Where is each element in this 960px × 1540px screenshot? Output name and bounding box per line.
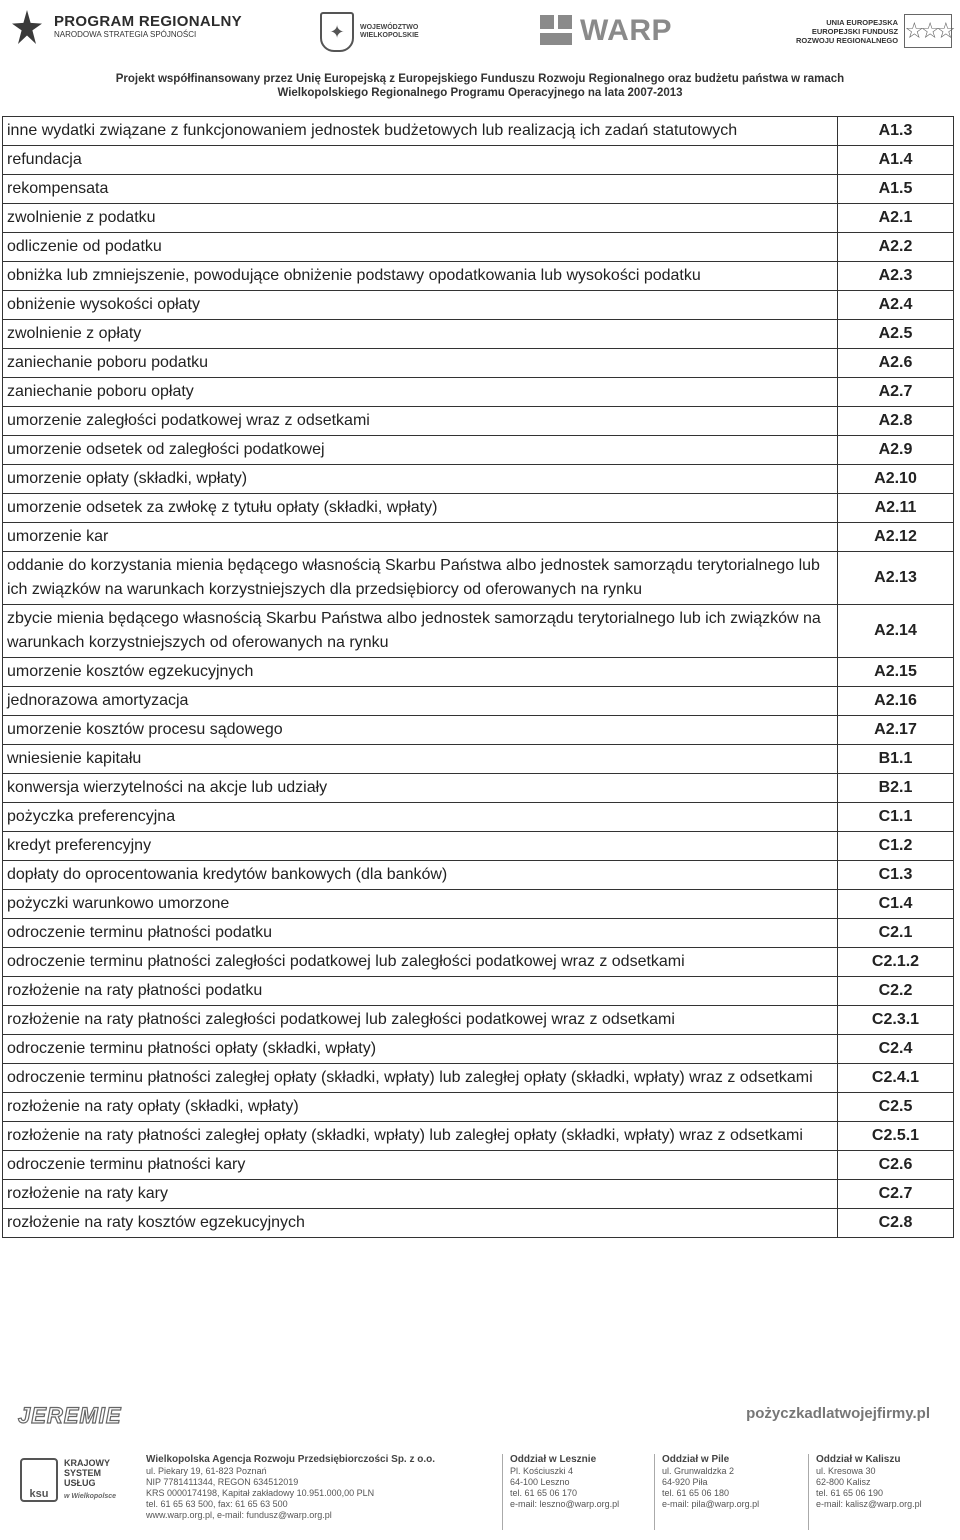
eu-logo-line3: ROZWOJU REGIONALNEGO [796, 35, 899, 45]
footer-col-heading: Oddział w Kaliszu [816, 1454, 901, 1465]
aid-form-code: A2.13 [838, 552, 954, 605]
aid-form-code: C2.2 [838, 977, 954, 1006]
table-row [3, 977, 954, 1006]
aid-form-code: A2.17 [838, 716, 954, 745]
footer-column-kalisz [816, 1454, 922, 1510]
aid-form-description: pożyczki warunkowo umorzone [3, 890, 838, 919]
table-row [3, 919, 954, 948]
table-row [3, 1209, 954, 1238]
table-row [3, 774, 954, 803]
star-figure-icon [8, 4, 46, 50]
table-row [3, 262, 954, 291]
footer-col-line: ul. Piekary 19, 61-823 Poznań [146, 1466, 267, 1476]
ksu-logo [20, 1458, 116, 1502]
aid-form-description: inne wydatki związane z funkcjonowaniem jednostek budżetowych lub realizacją ich zadań statutowych [3, 117, 838, 146]
aid-form-code: C2.5.1 [838, 1122, 954, 1151]
aid-form-code: A2.12 [838, 523, 954, 552]
footer-col-line: 64-920 Piła [662, 1477, 708, 1487]
table-row [3, 378, 954, 407]
aid-form-code: A2.11 [838, 494, 954, 523]
program-regionalny-logo [8, 4, 242, 50]
aid-form-description: umorzenie zaległości podatkowej wraz z odsetkami [3, 407, 838, 436]
aid-form-description: odliczenie od podatku [3, 233, 838, 262]
aid-form-code: A2.2 [838, 233, 954, 262]
aid-form-code: B1.1 [838, 745, 954, 774]
table-row [3, 1064, 954, 1093]
aid-form-description: odroczenie terminu płatności opłaty (składki, wpłaty) [3, 1035, 838, 1064]
aid-form-code: C2.4 [838, 1035, 954, 1064]
footer-col-line: 62-800 Kalisz [816, 1477, 871, 1487]
aid-form-description: rozłożenie na raty płatności zaległej opłaty (składki, wpłaty) lub zaległej opłaty (składki, wpłaty) wraz z odsetkami [3, 1122, 838, 1151]
aid-form-code: A1.3 [838, 117, 954, 146]
aid-form-description: umorzenie kosztów egzekucyjnych [3, 658, 838, 687]
aid-form-description: odroczenie terminu płatności zaległej opłaty (składki, wpłaty) lub zaległej opłaty (składki, wpłaty) wraz z odsetkami [3, 1064, 838, 1093]
table-row [3, 494, 954, 523]
aid-form-description: kredyt preferencyjny [3, 832, 838, 861]
footer-col-line[interactable]: e-mail: leszno@warp.org.pl [510, 1499, 620, 1509]
footer-contact [0, 1448, 960, 1540]
table-row [3, 291, 954, 320]
aid-form-code: B2.1 [838, 774, 954, 803]
footer-col-line: tel. 61 65 06 170 [510, 1488, 578, 1498]
footer-col-line: tel. 61 65 06 190 [816, 1488, 884, 1498]
footer-logos [0, 1395, 960, 1435]
ksu-line3: USŁUG [64, 1478, 96, 1488]
table-row [3, 523, 954, 552]
table-row [3, 716, 954, 745]
aid-form-code: A2.16 [838, 687, 954, 716]
table-row [3, 832, 954, 861]
aid-form-description: rozłożenie na raty płatności podatku [3, 977, 838, 1006]
aid-form-description: oddanie do korzystania mienia będącego własnością Skarbu Państwa albo jednostek samorządu terytorialnego lub ich związków na warunkach korzystniejszych dla przedsiębiorcy od oferowanych na rynku [3, 552, 838, 605]
eu-logo-line1: UNIA EUROPEJSKA [826, 17, 899, 27]
aid-form-code: C2.5 [838, 1093, 954, 1122]
eagle-crest-icon: ✦ [320, 12, 354, 52]
aid-form-description: zaniechanie poboru opłaty [3, 378, 838, 407]
table-row [3, 1006, 954, 1035]
aid-form-code: C1.2 [838, 832, 954, 861]
table-row [3, 890, 954, 919]
aid-form-code: A2.1 [838, 204, 954, 233]
aid-forms-table [2, 116, 954, 1238]
aid-form-code: A2.10 [838, 465, 954, 494]
aid-form-code: C1.3 [838, 861, 954, 890]
region-logo-line1: WOJEWÓDZTWO [360, 24, 419, 31]
footer-col-heading: Wielkopolska Agencja Rozwoju Przedsiębiorczości Sp. z o.o. [146, 1454, 436, 1465]
wielkopolskie-logo [320, 12, 419, 52]
aid-form-code: A2.6 [838, 349, 954, 378]
table-row [3, 436, 954, 465]
pozyczka-logo: pożyczkadlatwojejfirmy.pl [746, 1405, 930, 1422]
aid-form-description: obniżka lub zmniejszenie, powodujące obniżenie podstawy opodatkowania lub wysokości podatku [3, 262, 838, 291]
aid-form-code: A2.15 [838, 658, 954, 687]
eu-fund-logo [796, 14, 952, 48]
aid-form-description: pożyczka preferencyjna [3, 803, 838, 832]
table-row [3, 687, 954, 716]
aid-form-description: rozłożenie na raty kary [3, 1180, 838, 1209]
aid-form-code: C2.7 [838, 1180, 954, 1209]
aid-form-description: umorzenie opłaty (składki, wpłaty) [3, 465, 838, 494]
table-row [3, 1122, 954, 1151]
table-row [3, 146, 954, 175]
table-row [3, 117, 954, 146]
aid-form-code: A2.7 [838, 378, 954, 407]
table-row [3, 465, 954, 494]
warp-logo-text: WARP [580, 14, 672, 47]
warp-logo [540, 14, 672, 48]
aid-form-code: A2.3 [838, 262, 954, 291]
footer-col-line: NIP 7781411344, REGON 634512019 [146, 1477, 299, 1487]
aid-form-code: C2.8 [838, 1209, 954, 1238]
table-row [3, 861, 954, 890]
table-row [3, 349, 954, 378]
table-row [3, 803, 954, 832]
footer-column-leszno [510, 1454, 619, 1510]
aid-form-code: A2.8 [838, 407, 954, 436]
table-row [3, 1035, 954, 1064]
footer-col-line: 64-100 Leszno [510, 1477, 570, 1487]
ksu-line2: SYSTEM [64, 1468, 102, 1478]
aid-form-description: odroczenie terminu płatności kary [3, 1151, 838, 1180]
aid-form-code: A2.14 [838, 605, 954, 658]
table-row [3, 204, 954, 233]
aid-form-description: zwolnienie z podatku [3, 204, 838, 233]
aid-form-code: C2.6 [838, 1151, 954, 1180]
aid-form-description: rozłożenie na raty płatności zaległości podatkowej lub zaległości podatkowej wraz z odsetkami [3, 1006, 838, 1035]
program-logo-title: PROGRAM REGIONALNY [54, 12, 242, 30]
aid-form-description: rozłożenie na raty kosztów egzekucyjnych [3, 1209, 838, 1238]
footer-col-line[interactable]: www.warp.org.pl, e-mail: fundusz@warp.org.pl [146, 1510, 332, 1520]
region-logo-line2: WIELKOPOLSKIE [360, 32, 419, 39]
table-row [3, 605, 954, 658]
aid-form-code: A2.4 [838, 291, 954, 320]
aid-form-code: A2.5 [838, 320, 954, 349]
aid-form-description: obniżenie wysokości opłaty [3, 291, 838, 320]
aid-form-description: umorzenie kosztów procesu sądowego [3, 716, 838, 745]
aid-form-code: C1.4 [838, 890, 954, 919]
aid-form-description: rozłożenie na raty opłaty (składki, wpłaty) [3, 1093, 838, 1122]
table-row [3, 1093, 954, 1122]
aid-form-description: umorzenie odsetek od zaległości podatkowej [3, 436, 838, 465]
table-row [3, 320, 954, 349]
aid-form-code: A1.5 [838, 175, 954, 204]
aid-form-description: dopłaty do oprocentowania kredytów bankowych (dla banków) [3, 861, 838, 890]
table-row [3, 948, 954, 977]
warp-mark-icon [540, 15, 574, 47]
program-logo-subtitle: NARODOWA STRATEGIA SPÓJNOŚCI [54, 29, 197, 39]
aid-form-description: odroczenie terminu płatności podatku [3, 919, 838, 948]
footer-col-line: KRS 0000174198, Kapitał zakładowy 10.951.000,00 PLN [146, 1488, 375, 1498]
table-row [3, 1180, 954, 1209]
eu-flag-icon: ☆☆☆ [904, 14, 952, 48]
footer-col-line[interactable]: e-mail: kalisz@warp.org.pl [816, 1499, 922, 1509]
aid-form-description: zwolnienie z opłaty [3, 320, 838, 349]
aid-form-description: rekompensata [3, 175, 838, 204]
aid-form-description: zbycie mienia będącego własnością Skarbu Państwa albo jednostek samorządu terytorialnego lub ich związków na warunkach korzystniejszych od oferowanych na rynku [3, 605, 838, 658]
footer-column-warp [146, 1454, 435, 1521]
aid-form-code: C2.1.2 [838, 948, 954, 977]
footer-col-line: ul. Grunwaldzka 2 [662, 1466, 735, 1476]
aid-form-code: C1.1 [838, 803, 954, 832]
aid-form-code: A2.9 [838, 436, 954, 465]
aid-form-description: zaniechanie poboru podatku [3, 349, 838, 378]
footer-col-line[interactable]: e-mail: pila@warp.org.pl [662, 1499, 760, 1509]
jeremie-logo: JEREMIE [18, 1403, 122, 1428]
aid-form-description: refundacja [3, 146, 838, 175]
aid-form-description: umorzenie odsetek za zwłokę z tytułu opłaty (składki, wpłaty) [3, 494, 838, 523]
project-funding-statement [0, 72, 960, 100]
header-logos [0, 0, 960, 66]
project-line-1: Projekt współfinansowany przez Unię Europejską z Europejskiego Funduszu Rozwoju Regionalnego oraz budżetu państwa w ramach [115, 73, 845, 85]
aid-form-description: konwersja wierzytelności na akcje lub udziały [3, 774, 838, 803]
table-row [3, 175, 954, 204]
table-row [3, 552, 954, 605]
eu-logo-line2: EUROPEJSKI FUNDUSZ [811, 26, 899, 36]
table-row [3, 1151, 954, 1180]
project-line-2: Wielkopolskiego Regionalnego Programu Operacyjnego na lata 2007-2013 [277, 87, 683, 99]
footer-col-line: Pl. Kościuszki 4 [510, 1466, 574, 1476]
aid-form-code: C2.4.1 [838, 1064, 954, 1093]
table-row [3, 407, 954, 436]
footer-col-line: tel. 61 65 63 500, fax: 61 65 63 500 [146, 1499, 288, 1509]
table-row [3, 658, 954, 687]
ksu-line1: KRAJOWY [64, 1458, 111, 1468]
ksu-mark-icon: ksu [20, 1458, 58, 1502]
aid-form-description: wniesienie kapitału [3, 745, 838, 774]
table-row [3, 745, 954, 774]
table-row [3, 233, 954, 262]
aid-form-description: odroczenie terminu płatności zaległości podatkowej lub zaległości podatkowej wraz z odsetkami [3, 948, 838, 977]
aid-form-code: C2.1 [838, 919, 954, 948]
aid-form-code: A1.4 [838, 146, 954, 175]
footer-col-heading: Oddział w Pile [662, 1454, 730, 1465]
aid-form-description: umorzenie kar [3, 523, 838, 552]
footer-column-pila [662, 1454, 759, 1510]
aid-form-description: jednorazowa amortyzacja [3, 687, 838, 716]
footer-col-line: ul. Kresowa 30 [816, 1466, 876, 1476]
footer-col-heading: Oddział w Lesznie [510, 1454, 597, 1465]
ksu-tagline: w Wielkopolsce [64, 1493, 117, 1500]
footer-col-line: tel. 61 65 06 180 [662, 1488, 730, 1498]
aid-form-code: C2.3.1 [838, 1006, 954, 1035]
